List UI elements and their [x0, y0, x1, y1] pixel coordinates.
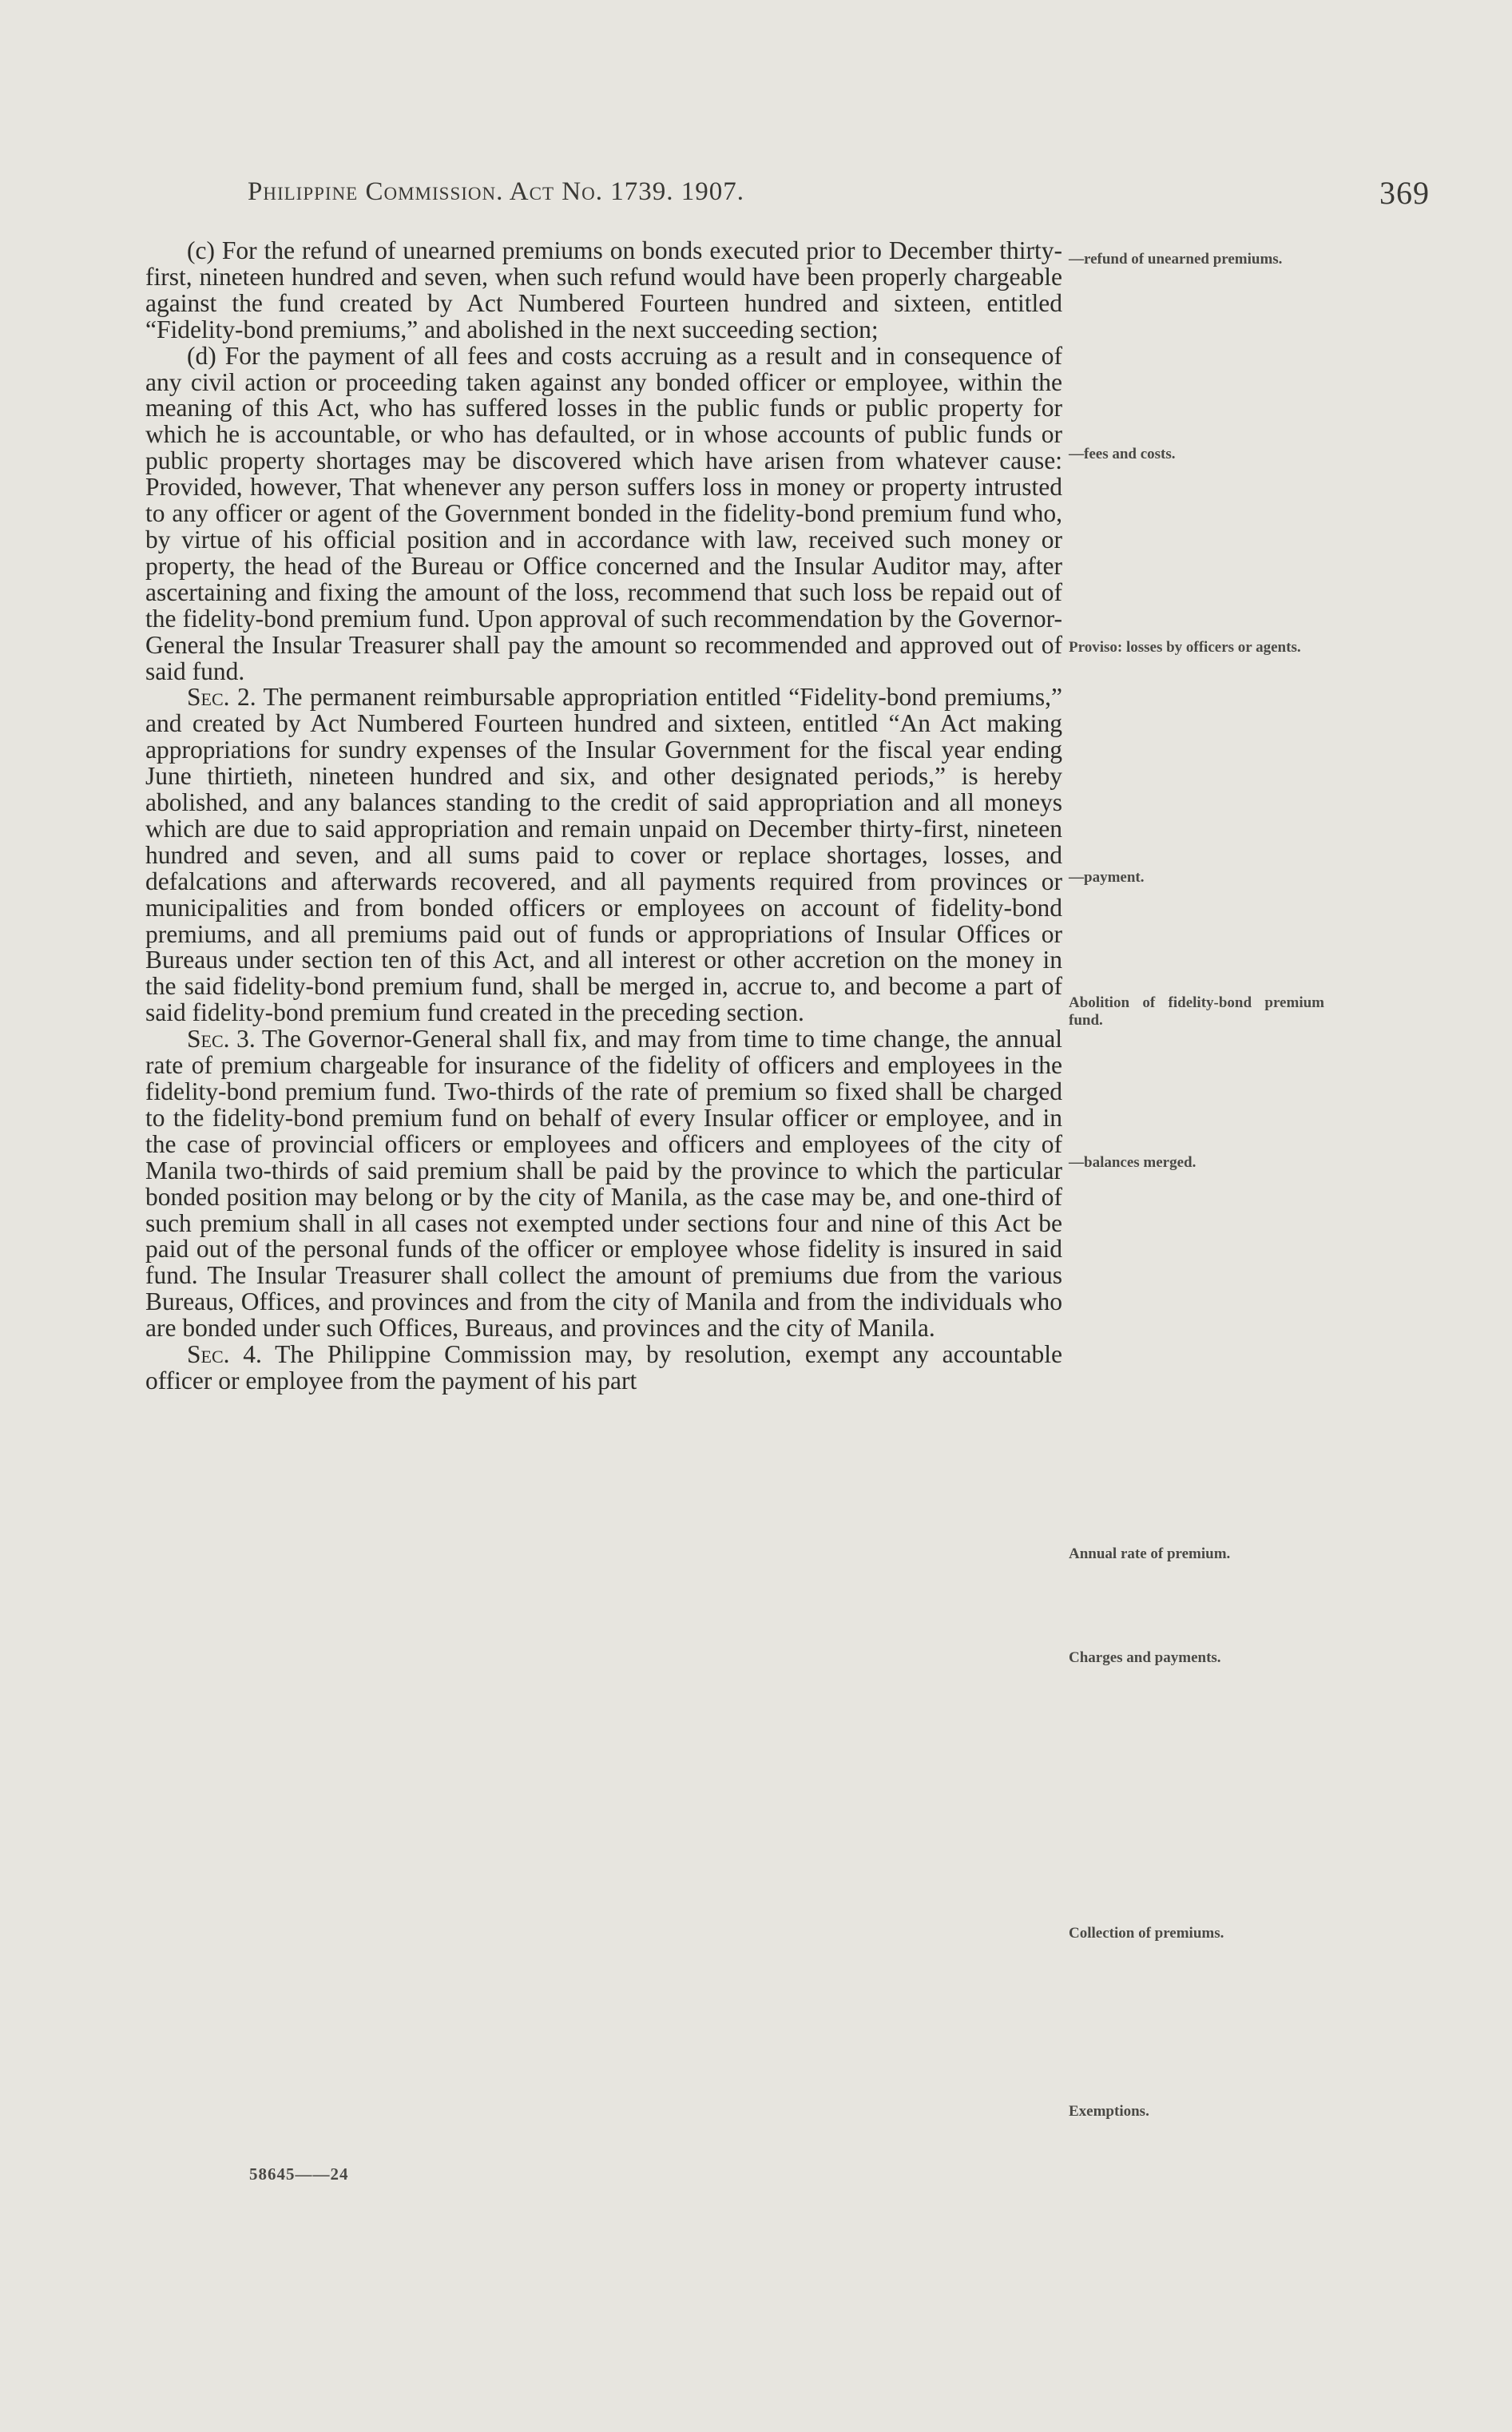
printer-signature: 58645——24 [249, 2164, 349, 2184]
section-number: Sec. 4. [187, 1340, 262, 1369]
margin-note: —fees and costs. [1069, 446, 1176, 462]
body-text [145, 238, 1062, 1395]
margin-note: Annual rate of premium. [1069, 1545, 1231, 1562]
paragraph-c: (c) For the refund of unearned premiums on bonds executed prior to December thirty-first, nineteen hundred and seven, when such refund would have been properly chargeable against the fund created by Act Numbered Fourteen hundred and sixteen, entitled “Fidelity-bond premiums,” and abolished in the next succeeding section; [145, 236, 1062, 343]
section-number: Sec. 2. [187, 683, 256, 712]
margin-note: Abolition of fidelity-bond premium fund. [1069, 994, 1324, 1029]
section-text: The Philippine Commission may, by resolution, exempt any accountable officer or employee from the payment of his part [145, 1340, 1063, 1395]
margin-note: Collection of premiums. [1069, 1925, 1224, 1942]
margin-note: —balances merged. [1069, 1154, 1197, 1171]
margin-note: Charges and payments. [1069, 1649, 1221, 1666]
margin-note: —payment. [1069, 869, 1145, 886]
section-text: The Governor-General shall fix, and may from time to time change, the annual rate of premium chargeable for insurance of the fidelity of officers and employees in the fidelity-bond premium fund. Two-thirds of the rate of premium so fixed shall be charged to the fidelity-bond premium fund on behalf of every Insular officer or employee, and in the case of provincial officers or employees and officers and employees of the city of Manila two-thirds of said premium shall be paid by the province to which the particular bonded position may belong or by the city of Manila, as the case may be, and one-third of such premium shall in all cases not exempted under sections four and nine of this Act be paid out of the personal funds of the officer or employee whose fidelity is insured in said fund. The Insular Treasurer shall collect the amount of premiums due from the various Bureaus, Offices, and provinces and from the city of Manila and from the individuals who are bonded under such Offices, Bureaus, and provinces and the city of Manila. [145, 1025, 1062, 1343]
margin-note: Proviso: losses by officers or agents. [1069, 639, 1301, 656]
page-number: 369 [1379, 175, 1430, 211]
section-number: Sec. 3. [187, 1025, 256, 1053]
paragraph-sec-2 [145, 684, 1062, 1026]
margin-note: Exemptions. [1069, 2103, 1149, 2120]
section-text: The permanent reimbursable appropriation entitled “Fidelity-bond premiums,” and created by Act Numbered Fourteen hundred and sixteen, entitled “An Act making appropriations for sundry expenses of the Insular Government for the fiscal year ending June thirtieth, nineteen hundred and six, and other designated periods,” is hereby abolished, and any balances standing to the credit of said appropriation and all moneys which are due to said appropriation and remain unpaid on December thirty-first, nineteen hundred and seven, and all sums paid to cover or replace shortages, losses, and defalcations and afterwards recovered, and all payments required from provinces or municipalities and from bonded officers or employees on account of fidelity-bond premiums, and all premiums paid out of funds or appropriations of Insular Offices or Bureaus under section ten of this Act, and all interest or other accretion on the money in the said fidelity-bond premium fund, shall be merged in, accrue to, and become a part of said fidelity-bond premium fund created in the preceding section. [145, 683, 1062, 1027]
paragraph-sec-4 [145, 1342, 1062, 1395]
running-head: Philippine Commission. Act No. 1739. 1907. [248, 177, 744, 206]
paragraph-sec-3 [145, 1026, 1062, 1342]
margin-note: —refund of unearned premiums. [1069, 251, 1283, 268]
paragraph-d: (d) For the payment of all fees and costs accruing as a result and in consequence of any civil action or proceeding taken against any bonded officer or employee, within the meaning of this Act, who has suffered losses in the public funds or public property for which he is accountable, or who has defaulted, or in whose accounts of public funds or public property shortages may be discovered which have arisen from whatever cause: Provided, however, That whenever any person suffers loss in money or property intrusted to any officer or agent of the Government bonded in the fidelity-bond premium fund who, by virtue of his official position and in accordance with law, received such money or property, the head of the Bureau or Office concerned and the Insular Auditor may, after ascertaining and fixing the amount of the loss, recommend that such loss be repaid out of the fidelity-bond premium fund. Upon approval of such recommendation by the Governor-General the Insular Treasurer shall pay the amount so recommended and approved out of said fund. [145, 341, 1062, 685]
